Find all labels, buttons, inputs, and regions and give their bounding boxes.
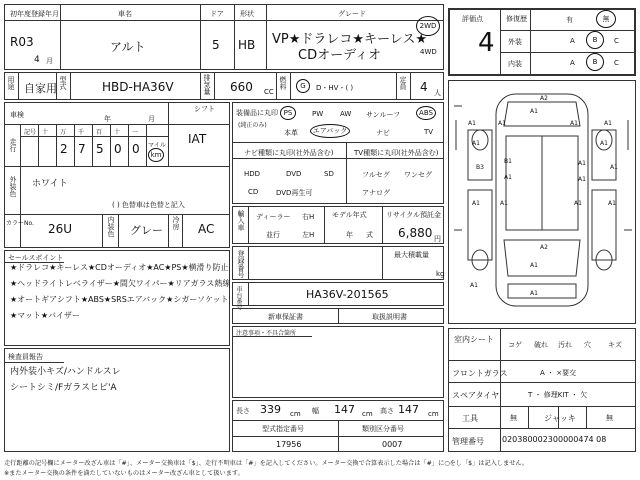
unit-km: km xyxy=(148,148,164,162)
score-label: 評価点 xyxy=(462,15,483,23)
interior-value: グレー xyxy=(130,224,163,237)
grade-label: グレード xyxy=(338,10,366,18)
chassis-value: HA36V-201565 xyxy=(306,288,389,301)
glass-value: A ・ ×要交 xyxy=(540,369,577,377)
displacement-unit: CC xyxy=(264,88,274,96)
seat-tear: 破れ xyxy=(534,341,548,349)
use-label: 用途 xyxy=(7,76,15,90)
shape-value: HB xyxy=(238,38,256,52)
import-parallel: 並行 xyxy=(266,231,280,239)
sales-points-label: セールスポイント xyxy=(8,254,64,262)
manual: 取扱説明書 xyxy=(372,313,407,321)
equip-aw: AW xyxy=(340,110,352,118)
mgmt-label: 管理番号 xyxy=(452,437,484,446)
notes-label: 注意事項・不具合箇所 xyxy=(236,330,297,337)
mileage-col-header: 一 xyxy=(132,129,139,136)
repair-no: 無 xyxy=(596,10,616,28)
capacity-unit: 人 xyxy=(434,89,441,97)
ext-grade-c: C xyxy=(614,37,619,45)
navi-dvd: DVD xyxy=(286,170,302,178)
equip-pw: PW xyxy=(312,110,324,118)
diag-a1-3: A1 xyxy=(530,108,538,115)
fuel-g: G xyxy=(296,79,310,93)
exterior-note: ( ) 色替車は色替と記入 xyxy=(112,201,185,209)
width-value: 147 xyxy=(334,403,355,416)
seat-stain: 汚れ xyxy=(558,341,572,349)
ext-grade-a: A xyxy=(570,37,575,45)
ext-label: 外装 xyxy=(508,38,522,46)
mileage-col-divider xyxy=(56,124,57,166)
import-right: 右H xyxy=(302,213,315,221)
navi-hdd: HDD xyxy=(244,170,261,178)
int-grade-a: A xyxy=(570,59,575,67)
color-no-value: 26U xyxy=(48,222,73,236)
spec-value: 17956 xyxy=(276,440,302,449)
tools-label: 工具 xyxy=(462,414,478,423)
length-unit: cm xyxy=(290,410,301,418)
capacity-label: 定員 xyxy=(399,76,407,90)
tv-header: TV種類に丸印(社外品含む) xyxy=(354,149,439,157)
sales-line-2: ★ヘッドライトレベライザー★間欠ワイパー★リアガラス熱線 xyxy=(10,279,231,288)
spare-label: スペアタイヤ xyxy=(452,391,500,400)
mileage-col-header: 十 xyxy=(114,129,121,136)
capacity-value: 4 xyxy=(420,80,428,94)
seat-scorch: コゲ xyxy=(508,341,522,349)
footer-line-1: 走行距離の記号欄にメーター改ざん車は「#」、メーター交換車は「$」、走行不明車は「#」を記入してください。メーター交換で合算表示した場合は「#」に○をし「$」は記入しません。 xyxy=(4,460,529,467)
footer-line-2: ※またメーター交換の条件を満たしていないものはメーター改ざん車として扱います。 xyxy=(4,470,244,477)
equip-abs: ABS xyxy=(416,106,436,120)
fuel-label: 燃料 xyxy=(279,76,287,90)
import-left: 左H xyxy=(302,231,315,239)
diag-a1-18: A1 xyxy=(470,282,478,289)
inspection-year: 年 xyxy=(104,115,111,123)
equip-leather: 本革 xyxy=(284,129,298,137)
diag-a1-16: A1 xyxy=(530,262,538,269)
length-value: 339 xyxy=(260,403,281,416)
inspector-line-2: シートシミ/Fガラスヒビ'A xyxy=(10,383,117,393)
inspection-month: 月 xyxy=(148,115,155,123)
navi-dvd-play: DVD再生可 xyxy=(276,189,313,197)
mileage-col-header: 万 xyxy=(60,129,67,136)
max-load-label: 最大積載量 xyxy=(394,251,429,259)
model-label: 型式 xyxy=(59,76,67,90)
diag-a2-top: A2 xyxy=(540,95,548,102)
sales-line-3: ★オートギアシフト★ABS★SRSエアバック★シガーソケット xyxy=(10,295,229,304)
mileage-digit: 7 xyxy=(78,142,86,156)
model-year-label: モデル年式 xyxy=(332,211,367,219)
mgmt-value: 020380002300000474 08 xyxy=(502,435,607,444)
width-unit: cm xyxy=(362,410,373,418)
grade-line-1: VP★ドラレコ★キーレス★ xyxy=(272,32,428,47)
use-value: 自家用 xyxy=(24,82,57,95)
recycle-value: 6,880 xyxy=(398,226,433,240)
ac-value: AC xyxy=(198,222,215,236)
tv-one: ワンセグ xyxy=(404,171,432,179)
navi-header: ナビ種類に丸印(社外品含む) xyxy=(244,149,334,157)
exterior-value: ホワイト xyxy=(32,179,68,189)
recycle-unit: 円 xyxy=(434,235,441,243)
diag-a1-17: A1 xyxy=(530,290,538,297)
diag-b1: B1 xyxy=(504,158,512,165)
model-year-unit: 年 xyxy=(346,231,353,239)
tools-value: 無 xyxy=(510,414,517,422)
height-value: 147 xyxy=(398,403,419,416)
spare-value: T ・ 修理KIT ・ 欠 xyxy=(528,391,588,399)
diag-a1-2: A1 xyxy=(498,120,506,127)
ext-grade-b: B xyxy=(586,31,604,49)
diag-a1-6: A1 xyxy=(472,140,480,147)
diag-a1-12: A1 xyxy=(472,200,480,207)
shape-label: 形状 xyxy=(240,10,254,18)
diag-a1-14: A1 xyxy=(574,200,582,207)
year-value: R03 xyxy=(10,35,34,49)
jack-label: ジャッキ xyxy=(544,414,576,423)
width-label: 幅 xyxy=(312,407,319,415)
model-year-type: 式 xyxy=(366,231,373,239)
mileage-digit: 0 xyxy=(132,142,140,156)
mileage-col-divider xyxy=(128,124,129,166)
equip-tv: TV xyxy=(424,128,434,136)
navi-cd: CD xyxy=(248,188,259,196)
ac-label: 冷房 xyxy=(172,216,180,230)
drive-2wd: 2WD xyxy=(416,16,440,36)
shift-label: シフト xyxy=(194,105,215,113)
diag-a1-9: A1 xyxy=(578,160,586,167)
mileage-digit: 5 xyxy=(96,142,104,156)
score-value: 4 xyxy=(478,28,495,58)
fuel-rest: D・HV・( ) xyxy=(316,84,354,92)
height-label: 高さ xyxy=(380,407,394,415)
shift-value: IAT xyxy=(188,132,207,146)
mileage-col-header: 記号 xyxy=(24,129,37,136)
seat-scratch: キズ xyxy=(608,341,622,349)
seat-label: 室内シート xyxy=(454,335,494,344)
mileage-col-header: 百 xyxy=(96,129,103,136)
equip-sunroof: サンルーフ xyxy=(366,111,401,119)
diag-a1-7: A1 xyxy=(600,140,608,147)
new-warranty: 新車保証書 xyxy=(268,313,303,321)
class-label: 類別区分番号 xyxy=(362,425,404,433)
equip-ps: PS xyxy=(280,106,296,120)
mileage-digit: 2 xyxy=(60,142,68,156)
mileage-label: 走行 xyxy=(9,138,17,152)
sales-line-1: ★ドラレコ★キーレス★CDオーディオ★AC★PS★横滑り防止 xyxy=(10,263,229,272)
height-unit: cm xyxy=(428,410,439,418)
length-label: 長さ xyxy=(236,407,250,415)
year-label: 初年度登録年月 xyxy=(10,10,59,18)
interior-label: 内装色 xyxy=(107,216,115,237)
diag-a1-4: A1 xyxy=(570,120,578,127)
repair-label: 修復歴 xyxy=(506,15,527,23)
equipment-sub: (純正のみ) xyxy=(238,122,267,129)
diag-a2-bottom: A2 xyxy=(540,244,548,251)
diag-a1-1: A1 xyxy=(468,120,476,127)
doors-value: 5 xyxy=(212,38,220,52)
reg-label: 登録番号 xyxy=(237,250,245,278)
doors-label: ドア xyxy=(210,10,224,18)
exterior-label: 外装色 xyxy=(9,176,17,197)
mileage-col-header: 千 xyxy=(78,129,85,136)
tv-full: フルセグ xyxy=(362,171,390,179)
seat-hole: 穴 xyxy=(584,341,591,349)
displacement-value: 660 xyxy=(230,80,253,94)
navi-sd: SD xyxy=(324,170,334,178)
month-value: 4 xyxy=(34,55,40,65)
equip-airbag: エアバック xyxy=(310,124,350,138)
inspector-line-1: 内外装小キズ/ハンドルスレ xyxy=(10,367,121,377)
int-label: 内装 xyxy=(508,60,522,68)
diag-a1-5: A1 xyxy=(604,120,612,127)
diag-a1-13: A1 xyxy=(500,200,508,207)
inspection-label: 車検 xyxy=(10,111,24,119)
model-value: HBD-HA36V xyxy=(102,80,174,94)
grade-line-2: CDオーディオ xyxy=(298,48,382,63)
month-unit: 月 xyxy=(46,57,53,65)
max-load-unit: kg xyxy=(436,270,445,278)
diag-a1-8: A1 xyxy=(504,174,512,181)
diag-a1-10: A1 xyxy=(578,176,586,183)
mileage-col-divider xyxy=(146,124,147,166)
int-grade-b: B xyxy=(586,53,604,71)
spec-label: 型式指定番号 xyxy=(262,425,304,433)
diag-a1-15: A1 xyxy=(608,200,616,207)
equip-navi: ナビ xyxy=(376,129,390,137)
mileage-col-header: 十 xyxy=(42,129,49,136)
unit-mile: マイル xyxy=(148,142,166,149)
color-no-label: カラーNo. xyxy=(6,220,34,227)
tv-analog: アナログ xyxy=(362,189,390,197)
recycle-label: リサイクル預託金 xyxy=(386,211,442,219)
int-grade-c: C xyxy=(614,59,619,67)
car-name: アルト xyxy=(110,40,146,54)
equipment-label: 装備品に丸印 xyxy=(236,109,278,117)
repair-yes: 有 xyxy=(566,16,573,24)
mileage-col-divider xyxy=(74,124,75,166)
class-value: 0007 xyxy=(382,440,403,449)
inspector-label: 検査員報告 xyxy=(8,353,43,361)
displacement-label: 排気量 xyxy=(203,74,211,95)
name-label: 車名 xyxy=(118,10,132,18)
diag-b3: B3 xyxy=(476,164,484,171)
import-dealer: ディーラー xyxy=(256,213,291,221)
diag-a1-11: A1 xyxy=(610,164,618,171)
import-label: 輸入車 xyxy=(237,210,245,231)
mileage-digit: 0 xyxy=(114,142,122,156)
glass-label: フロントガラス xyxy=(452,369,508,378)
chassis-label: 車台番号 xyxy=(235,286,242,310)
mileage-col-divider xyxy=(110,124,111,166)
sales-line-4: ★マット★バイザー xyxy=(10,311,81,320)
mileage-col-divider xyxy=(92,124,93,166)
drive-4wd: 4WD xyxy=(420,48,437,56)
mileage-col-divider xyxy=(38,124,39,166)
jack-value: 無 xyxy=(606,414,613,422)
